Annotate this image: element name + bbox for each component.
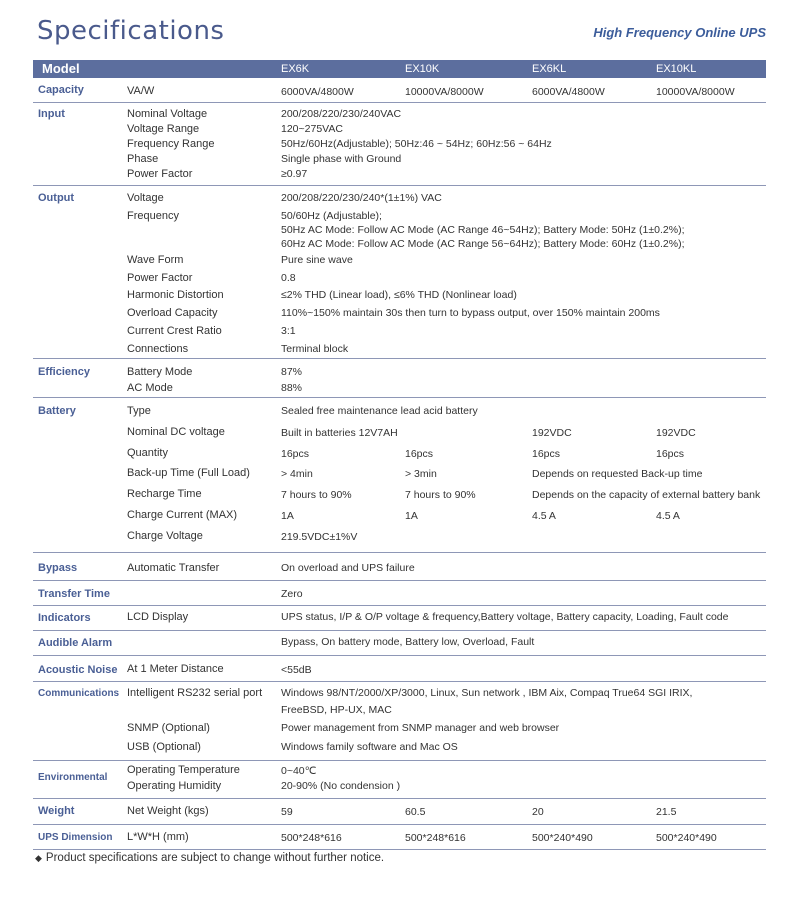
model-header-bar — [33, 60, 766, 78]
spec-value: 50Hz AC Mode: Follow AC Mode (AC Range 46~54Hz); Battery Mode: 50Hz (1±0.2%); — [281, 224, 685, 236]
spec-value: 500*248*616 — [281, 832, 342, 844]
spec-value: Power management from SNMP manager and web browser — [281, 722, 560, 734]
spec-value: 110%~150% maintain 30s then turn to bypass output, over 150% maintain 200ms — [281, 307, 660, 319]
spec-label: Frequency — [127, 210, 179, 222]
spec-label: Charge Current (MAX) — [127, 509, 238, 521]
spec-value: 500*240*490 — [656, 832, 717, 844]
category-label: Transfer Time — [38, 588, 110, 600]
spec-value: Depends on the capacity of external battery bank — [532, 489, 761, 501]
spec-label: Nominal DC voltage — [127, 426, 225, 438]
spec-value: ≤2% THD (Linear load), ≤6% THD (Nonlinear load) — [281, 289, 517, 301]
spec-value: Depends on requested Back-up time — [532, 468, 703, 480]
spec-value: 7 hours to 90% — [405, 489, 476, 501]
spec-value: 1A — [405, 510, 418, 522]
section-communications — [33, 682, 766, 761]
spec-value: 50/60Hz (Adjustable); — [281, 210, 382, 222]
section-indicators — [33, 606, 766, 631]
spec-label: Voltage — [127, 192, 164, 204]
section-bypass — [33, 553, 766, 581]
spec-value: 1A — [281, 510, 294, 522]
footnote — [35, 852, 384, 864]
spec-label: Overload Capacity — [127, 307, 218, 319]
spec-value: Built in batteries 12V7AH — [281, 427, 398, 439]
spec-value: > 3min — [405, 468, 437, 480]
spec-label: Current Crest Ratio — [127, 325, 222, 337]
spec-label: LCD Display — [127, 611, 189, 623]
spec-value: 200/208/220/230/240VAC — [281, 108, 402, 120]
category-label: UPS Dimension — [38, 832, 113, 843]
section-input — [33, 103, 766, 186]
spec-value: Bypass, On battery mode, Battery low, Overload, Fault — [281, 636, 535, 648]
spec-value: 6000VA/4800W — [281, 86, 354, 98]
section-capacity — [33, 80, 766, 103]
spec-value: 16pcs — [656, 448, 685, 460]
section-battery — [33, 398, 766, 553]
spec-value: Pure sine wave — [281, 254, 353, 266]
spec-value: 0.8 — [281, 272, 296, 284]
spec-label: Type — [127, 405, 151, 417]
spec-value: 20 — [532, 806, 544, 818]
spec-value: > 4min — [281, 468, 313, 480]
spec-label: Nominal Voltage — [127, 108, 208, 120]
spec-label: VA/W — [127, 85, 155, 97]
spec-value: 4.5 A — [532, 510, 556, 522]
spec-value: 219.5VDC±1%V — [281, 531, 358, 543]
spec-value: Zero — [281, 588, 303, 600]
spec-value: Sealed free maintenance lead acid battery — [281, 405, 478, 417]
spec-value: 87% — [281, 366, 303, 378]
category-label: Efficiency — [38, 366, 90, 378]
spec-value: Terminal block — [281, 343, 349, 355]
section-acoustic-noise — [33, 656, 766, 682]
category-label: Audible Alarm — [38, 637, 113, 649]
spec-value: 0~40℃ — [281, 765, 317, 777]
category-label: Indicators — [38, 612, 91, 624]
spec-label: AC Mode — [127, 382, 173, 394]
category-label: Output — [38, 192, 75, 204]
spec-label: Back-up Time (Full Load) — [127, 467, 250, 479]
spec-value: 59 — [281, 806, 293, 818]
spec-label: Recharge Time — [127, 488, 202, 500]
category-label: Communications — [38, 688, 120, 699]
section-environmental — [33, 761, 766, 799]
spec-label: Intelligent RS232 serial port — [127, 687, 263, 699]
spec-value: 6000VA/4800W — [532, 86, 605, 98]
category-label: Acoustic Noise — [38, 664, 118, 676]
footnote-text: Product specifications are subject to change without further notice. — [45, 852, 385, 864]
category-label: Bypass — [38, 562, 78, 574]
spec-label: Power Factor — [127, 272, 193, 284]
section-output — [33, 186, 766, 359]
model-label: Model — [42, 61, 80, 76]
spec-value: 50Hz/60Hz(Adjustable); 50Hz:46 ~ 54Hz; 60Hz:56 ~ 64Hz — [281, 138, 552, 150]
model-ex10k: EX10K — [405, 63, 440, 75]
section-ups-dimension — [33, 825, 766, 850]
spec-value: 4.5 A — [656, 510, 680, 522]
spec-label: Charge Voltage — [127, 530, 203, 542]
spec-value: 192VDC — [532, 427, 572, 439]
category-label: Weight — [38, 805, 75, 817]
category-label: Environmental — [38, 772, 108, 783]
spec-label: SNMP (Optional) — [127, 722, 210, 734]
spec-value: ≥0.97 — [281, 168, 308, 180]
spec-value: 60Hz AC Mode: Follow AC Mode (AC Range 56~64Hz); Battery Mode: 60Hz (1±0.2%); — [281, 238, 685, 250]
spec-label: L*W*H (mm) — [127, 831, 189, 843]
section-efficiency — [33, 359, 766, 398]
model-ex10kl: EX10KL — [656, 63, 697, 75]
spec-value: 500*248*616 — [405, 832, 466, 844]
page-subtitle: High Frequency Online UPS — [593, 25, 766, 40]
spec-label: Automatic Transfer — [127, 562, 220, 574]
spec-value: 10000VA/8000W — [656, 86, 735, 98]
spec-value: 16pcs — [532, 448, 561, 460]
spec-value: 10000VA/8000W — [405, 86, 484, 98]
spec-label: Phase — [127, 153, 159, 165]
section-transfer-time — [33, 581, 766, 606]
category-label: Capacity — [38, 84, 84, 96]
spec-value: FreeBSD, HP-UX, MAC — [281, 704, 392, 716]
spec-value: 500*240*490 — [532, 832, 593, 844]
page-title: Specifications — [37, 16, 225, 46]
section-weight — [33, 799, 766, 825]
spec-value: 7 hours to 90% — [281, 489, 352, 501]
section-audible-alarm — [33, 631, 766, 656]
diamond-bullet-icon: ◆ — [35, 853, 42, 863]
spec-value: 21.5 — [656, 806, 677, 818]
spec-value: 3:1 — [281, 325, 296, 337]
spec-label: Operating Temperature — [127, 764, 240, 776]
category-label: Battery — [38, 405, 76, 417]
category-label: Input — [38, 108, 65, 120]
spec-value: <55dB — [281, 664, 312, 676]
spec-label: At 1 Meter Distance — [127, 663, 224, 675]
spec-value: 88% — [281, 382, 303, 394]
spec-label: Net Weight (kgs) — [127, 805, 209, 817]
spec-label: Battery Mode — [127, 366, 193, 378]
spec-value: 16pcs — [405, 448, 434, 460]
spec-value: 192VDC — [656, 427, 696, 439]
spec-label: Power Factor — [127, 168, 193, 180]
spec-label: Quantity — [127, 447, 168, 459]
spec-label: Harmonic Distortion — [127, 289, 224, 301]
spec-label: Connections — [127, 343, 189, 355]
spec-value: 16pcs — [281, 448, 310, 460]
spec-value: On overload and UPS failure — [281, 562, 415, 574]
spec-value: Windows family software and Mac OS — [281, 741, 458, 753]
model-ex6k: EX6K — [281, 63, 310, 75]
spec-value: UPS status, I/P & O/P voltage & frequency,Battery voltage, Battery capacity, Loading, Fault code — [281, 611, 729, 623]
spec-label: Voltage Range — [127, 123, 200, 135]
model-ex6kl: EX6KL — [532, 63, 567, 75]
spec-value: 60.5 — [405, 806, 426, 818]
spec-value: Single phase with Ground — [281, 153, 402, 165]
spec-label: Frequency Range — [127, 138, 215, 150]
spec-label: Wave Form — [127, 254, 184, 266]
spec-value: 200/208/220/230/240*(1±1%) VAC — [281, 192, 442, 204]
spec-value: 20-90% (No condension ) — [281, 780, 401, 792]
spec-value: Windows 98/NT/2000/XP/3000, Linux, Sun network , IBM Aix, Compaq True64 SGI IRIX, — [281, 687, 693, 699]
spec-value: 120~275VAC — [281, 123, 343, 135]
spec-label: USB (Optional) — [127, 741, 201, 753]
spec-label: Operating Humidity — [127, 780, 222, 792]
